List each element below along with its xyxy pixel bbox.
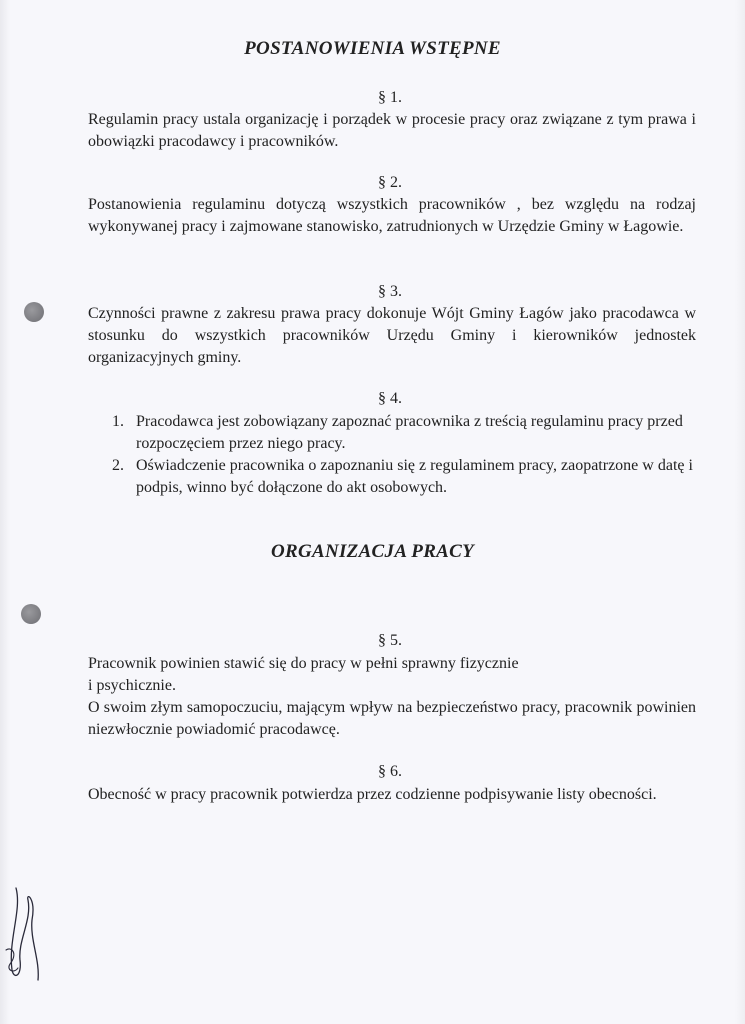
section-title-organizacja: ORGANIZACJA PRACY xyxy=(270,541,475,562)
page-edge-right xyxy=(735,0,745,1024)
paragraph-3-text: Czynności prawne z zakresu prawa pracy dokonuje Wójt Gminy Łagów jako pracodawca w stosunku do wszystkich pracowników Urzędu Gminy i kierowników jednostek organizacyjnych gminy. xyxy=(88,305,696,366)
paragraph-mark-6: § 6. xyxy=(378,763,402,780)
list-item xyxy=(112,455,702,499)
paragraph-5-line-2: i psychicznie. xyxy=(88,677,176,694)
paragraph-mark-2: § 2. xyxy=(378,174,402,191)
page-edge-left xyxy=(0,0,10,1024)
paragraph-5-line-3: O swoim złym samopoczuciu, mającym wpływ na bezpieczeństwo pracy, pracownik powinien niezwłocznie powiadomić pracodawcę. xyxy=(88,699,696,738)
paragraph-mark-4: § 4. xyxy=(378,390,402,407)
list-item-number: 1. xyxy=(112,413,124,430)
list-item-text: Oświadczenie pracownika o zapoznaniu się z regulaminem pracy, zaopatrzone w datę i podpis, winno być dołączone do akt osobowych. xyxy=(136,457,693,496)
punch-hole-top xyxy=(24,302,44,322)
paragraph-1-text: Regulamin pracy ustala organizację i porządek w procesie pracy oraz związane z tym prawa i obowiązki pracodawcy i pracowników. xyxy=(88,111,696,150)
paragraph-mark-3: § 3. xyxy=(378,283,402,300)
paragraph-mark-1: § 1. xyxy=(378,89,402,106)
paragraph-2-text: Postanowienia regulaminu dotyczą wszystkich pracowników , bez względu na rodzaj wykonywanej pracy i zajmowane stanowisko, zatrudnionych w Urzędzie Gminy w Łagowie. xyxy=(88,196,696,235)
paragraph-mark-5: § 5. xyxy=(378,632,402,649)
list-item-text: Pracodawca jest zobowiązany zapoznać pracownika z treścią regulaminu pracy przed rozpoczęciem przez niego pracy. xyxy=(136,413,683,452)
punch-hole-bottom xyxy=(21,604,41,624)
paragraph-4-list xyxy=(112,411,702,499)
signature-initials xyxy=(2,880,52,990)
list-item-number: 2. xyxy=(112,457,124,474)
list-item xyxy=(112,411,702,455)
paragraph-6-text: Obecność w pracy pracownik potwierdza przez codzienne podpisywanie listy obecności. xyxy=(88,786,657,803)
paragraph-5-line-1: Pracownik powinien stawić się do pracy w pełni sprawny fizycznie xyxy=(88,655,519,672)
section-title-postanowienia: POSTANOWIENIA WSTĘPNE xyxy=(244,38,501,59)
